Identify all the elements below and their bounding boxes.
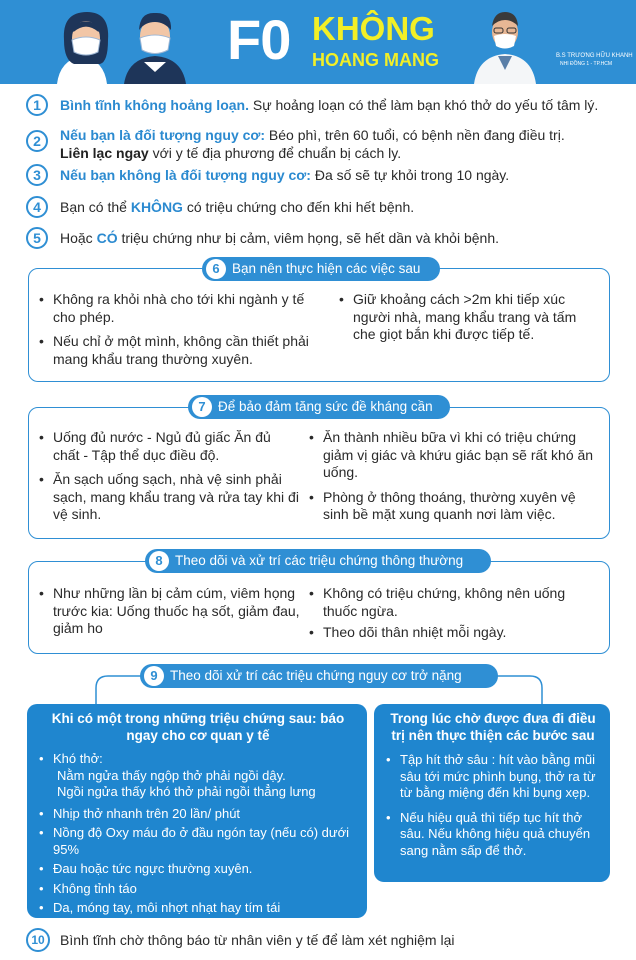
item-1-bold: Bình tĩnh không hoảng loạn. bbox=[60, 97, 249, 113]
list-item: • Đau hoặc tức ngực thường xuyên. bbox=[39, 861, 357, 878]
item-number: 3 bbox=[26, 164, 48, 186]
title-khong: KHÔNG bbox=[312, 10, 435, 47]
section-number: 9 bbox=[144, 666, 164, 686]
item-5-bold: CÓ bbox=[96, 230, 118, 246]
item-number: 1 bbox=[26, 94, 48, 116]
section-9-header bbox=[140, 664, 498, 688]
item-4-bold: KHÔNG bbox=[130, 199, 183, 215]
section-number: 8 bbox=[149, 551, 169, 571]
item-1-text: Sự hoảng loạn có thể làm bạn khó thở do yếu tố tâm lý. bbox=[248, 97, 599, 113]
item-3-bold: Nếu bạn không là đối tượng nguy cơ: bbox=[60, 167, 311, 183]
list-item: • Nếu hiệu quả thì tiếp tục hít thở sâu. Nếu không hiệu quả chuyển sang nằm sấp để thở. bbox=[386, 810, 600, 860]
list-item: • Như những lần bị cảm cúm, viêm họng trước kia: Uống thuốc hạ sốt, giảm đau, giảm ho bbox=[39, 585, 301, 638]
item-2-line2-bold: Liên lạc ngay bbox=[60, 145, 149, 161]
section-8-title: Theo dõi và xử trí các triệu chứng thông thường bbox=[175, 553, 464, 568]
list-item: • Nhịp thở nhanh trên 20 lần/ phút bbox=[39, 806, 357, 823]
list-subitem: Nằm ngửa thấy ngộp thở phải ngồi dậy. bbox=[57, 767, 286, 783]
list-item: • Tập hít thở sâu : hít vào bằng mũi sâu tới mức phình bụng, thở ra từ từ bằng miệng đến khi bụng xẹp. bbox=[386, 752, 600, 802]
item-3-text: Đa số sẽ tự khỏi trong 10 ngày. bbox=[310, 167, 510, 183]
list-item: • Nồng độ Oxy máu đo ở đầu ngón tay (nếu có) dưới 95% bbox=[39, 825, 357, 858]
item-number: 2 bbox=[26, 130, 48, 152]
section-7-title: Để bảo đảm tăng sức đề kháng cần bbox=[218, 399, 433, 414]
title-f0: F0 bbox=[227, 8, 291, 71]
item-number: 10 bbox=[26, 928, 50, 952]
waiting-steps-box bbox=[374, 704, 610, 882]
item-2-text: Béo phì, trên 60 tuổi, có bệnh nền đang điều trị. bbox=[265, 127, 565, 143]
section-9-title: Theo dõi xử trí các triệu chứng nguy cơ trở nặng bbox=[170, 668, 462, 683]
item-5-pre: Hoặc bbox=[60, 230, 97, 246]
list-item: • Uống đủ nước - Ngủ đủ giấc Ăn đủ chất - Tập thể dục điều độ. bbox=[39, 429, 301, 464]
list-subitem: Ngồi ngửa thấy khó thở phải ngồi thẳng lưng bbox=[57, 784, 316, 799]
list-item: • Theo dõi thân nhiệt mỗi ngày. bbox=[309, 624, 599, 642]
item-2-bold: Nếu bạn là đối tượng nguy cơ: bbox=[60, 127, 266, 143]
item-number: 4 bbox=[26, 196, 48, 218]
section-number: 7 bbox=[192, 397, 212, 417]
list-item: • Không có triệu chứng, không nên uống thuốc ngừa. bbox=[309, 585, 599, 620]
list-item: • Giữ khoảng cách >2m khi tiếp xúc người nhà, mang khẩu trang và tấm che giọt bắn khi được tiếp tế. bbox=[339, 291, 599, 344]
list-item: • Khó thở: bbox=[39, 751, 357, 768]
danger-signs-box bbox=[27, 704, 367, 918]
item-4-text: có triệu chứng cho đến khi hết bệnh. bbox=[182, 199, 415, 215]
list-item: • Phòng ở thông thoáng, thường xuyên vệ sinh bề mặt xung quanh nơi làm việc. bbox=[309, 489, 603, 524]
list-item: • Không tỉnh táo bbox=[39, 881, 357, 898]
item-4-pre: Bạn có thể bbox=[60, 199, 131, 215]
section-number: 6 bbox=[206, 259, 226, 279]
list-item: • Ăn thành nhiều bữa vì khi có triệu chứng giảm vị giác và khứu giác bạn sẽ rất khó ăn uống. bbox=[309, 429, 603, 482]
doctor-name: B.S TRƯƠNG HỮU KHANH bbox=[556, 53, 633, 59]
item-2-line2-text: với y tế địa phương để chuẩn bị cách ly. bbox=[148, 145, 402, 161]
danger-signs-heading: Khi có một trong những triệu chứng sau: báo ngay cho cơ quan y tế bbox=[51, 711, 345, 743]
list-item: • Da, móng tay, môi nhợt nhạt hay tím tái bbox=[39, 900, 357, 917]
title-hoang-mang: HOANG MANG bbox=[312, 50, 439, 70]
item-10-text: Bình tĩnh chờ thông báo từ nhân viên y tế để làm xét nghiệm lại bbox=[60, 932, 455, 948]
list-item: • Nếu chỉ ở một mình, không cần thiết phải mang khẩu trang thường xuyên. bbox=[39, 333, 309, 368]
list-item: • Ăn sạch uống sạch, nhà vệ sinh phải sạch, mang khẩu trang và rửa tay khi đi vệ sinh. bbox=[39, 471, 301, 524]
section-6-title: Bạn nên thực hiện các việc sau bbox=[232, 261, 421, 276]
doctor-hospital: NHI ĐỒNG 1 - TP.HCM bbox=[560, 61, 613, 67]
item-number: 5 bbox=[26, 227, 48, 249]
waiting-steps-heading: Trong lúc chờ được đưa đi điều trị nên thực thiện các bước sau bbox=[390, 711, 596, 743]
item-5-text: triệu chứng như bị cảm, viêm họng, sẽ hết dần và khỏi bệnh. bbox=[117, 230, 499, 246]
list-item: • Không ra khỏi nhà cho tới khi ngành y tế cho phép. bbox=[39, 291, 309, 326]
